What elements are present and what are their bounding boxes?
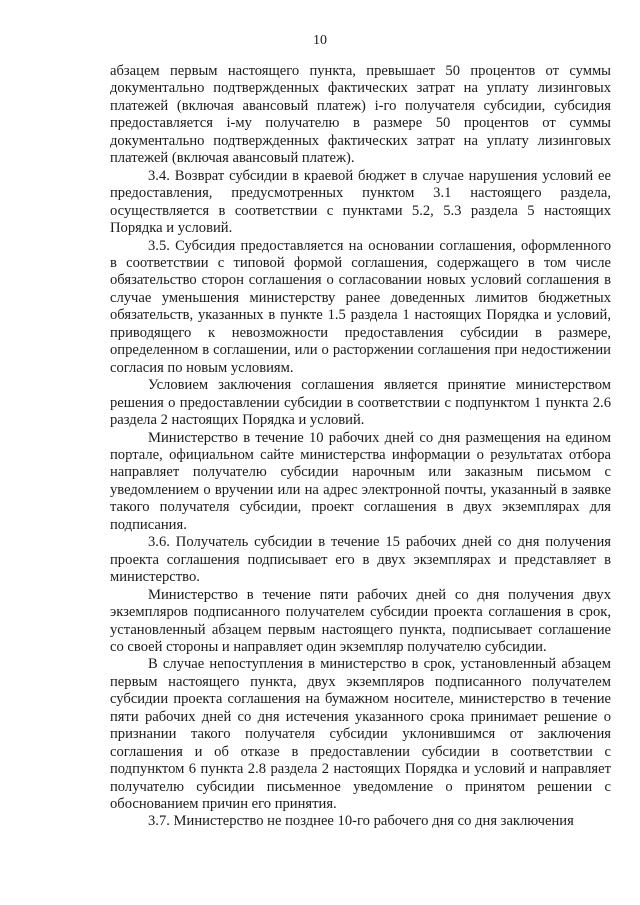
document-body bbox=[110, 63, 611, 831]
paragraph-continuation: абзацем первым настоящего пункта, превышает 50 процентов от суммы документально подтвержденных фактических затрат на уплату лизинговых платежей (включая авансовый платеж) i-го получателя субсидии, субсидия предоставляется i-му получателю в размере 50 процентов от суммы документально подтвержденных фактических затрат на уплату лизинговых платежей (включая авансовый платеж). bbox=[110, 63, 611, 167]
page-number: 10 bbox=[313, 33, 327, 48]
paragraph-ministry-signs: Министерство в течение пяти рабочих дней со дня получения двух экземпляров подписанного получателем субсидии проекта соглашения в срок, установленный абзацем первым настоящего пункта, подписывает соглашение со своей стороны и направляет один экземпляр получателю субсидии. bbox=[110, 586, 611, 655]
paragraph-3-6: 3.6. Получатель субсидии в течение 15 рабочих дней со дня получения проекта соглашения подписывает его в двух экземплярах и представляет в министерство. bbox=[110, 534, 611, 586]
paragraph-non-receipt: В случае непоступления в министерство в срок, установленный абзацем первым настоящего пункта, двух экземпляров подписанного получателем субсидии проекта соглашения на бумажном носителе, министерство в течение пяти рабочих дней со дня истечения указанного срока принимает решение о признании такого получателя субсидии уклонившимся от заключения соглашения и об отказе в предоставлении субсидии в соответствии с подпунктом 6 пункта 2.8 раздела 2 настоящих Порядка и условий и направляет получателю субсидии письменное уведомление о принятом решении с обоснованием причин его принятия. bbox=[110, 656, 611, 813]
paragraph-3-4: 3.4. Возврат субсидии в краевой бюджет в случае нарушения условий ее предоставления, предусмотренных пунктом 3.1 настоящего раздела, осуществляется в соответствии с пунктами 5.2, 5.3 раздела 5 настоящих Порядка и условий. bbox=[110, 167, 611, 237]
paragraph-agreement-condition: Условием заключения соглашения является принятие министерством решения о предоставлении субсидии в соответствии с подпунктом 1 пункта 2.6 раздела 2 настоящих Порядка и условий. bbox=[110, 377, 611, 429]
paragraph-3-5: 3.5. Субсидия предоставляется на основании соглашения, оформленного в соответствии с типовой формой соглашения, содержащего в том числе обязательство сторон соглашения о согласовании новых условий соглашения в случае уменьшения министерству ранее доведенных лимитов бюджетных обязательств, указанных в пункте 1.5 раздела 1 настоящих Порядка и условий, приводящего к невозможности предоставления субсидии в размере, определенном в соглашении, или о расторжении соглашения при недостижении согласия по новым условиям. bbox=[110, 237, 611, 376]
paragraph-3-7: 3.7. Министерство не позднее 10-го рабочего дня со дня заключения bbox=[148, 813, 574, 830]
paragraph-ministry-sends-draft: Министерство в течение 10 рабочих дней со дня размещения на едином портале, официальном сайте министерства информации о результатах отбора направляет получателю субсидии нарочным или заказным письмом с уведомлением о вручении или на адрес электронной почты, указанный в заявке такого получателя субсидии, проект соглашения в двух экземплярах для подписания. bbox=[110, 429, 611, 533]
